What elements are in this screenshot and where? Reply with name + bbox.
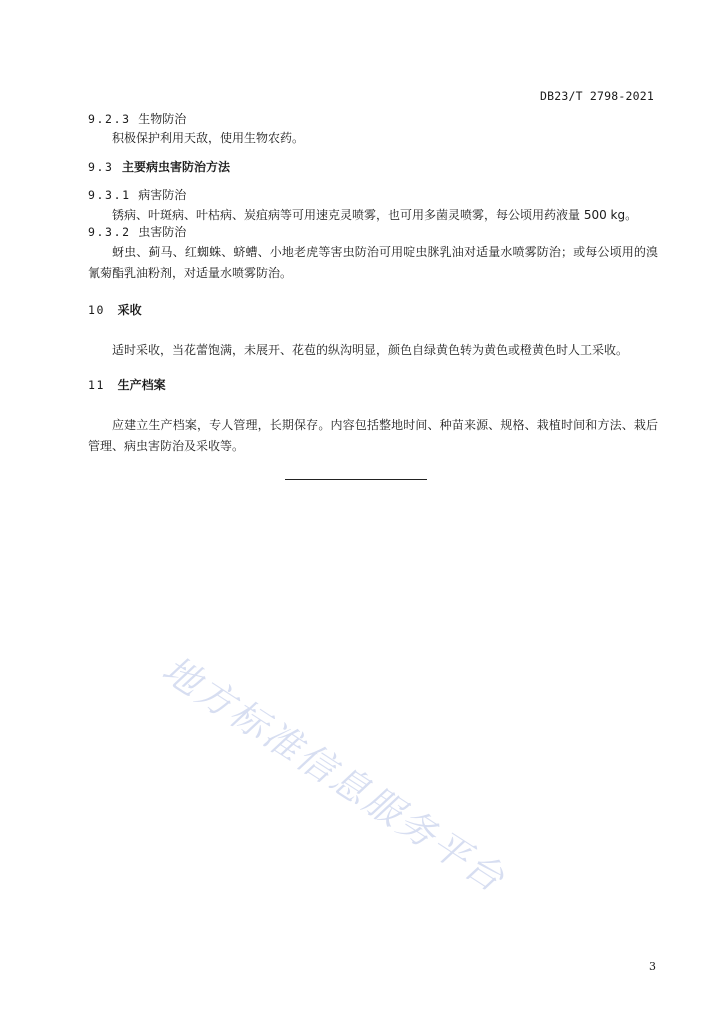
heading-11 <box>88 377 166 393</box>
section-number: 9.3.1 <box>88 188 131 202</box>
section-title: 病害防治 <box>138 188 187 202</box>
section-title: 主要病虫害防治方法 <box>121 160 230 174</box>
heading-9-3-2 <box>88 224 186 240</box>
page-number: 3 <box>649 960 656 973</box>
watermark-text: 地方标准信息服务平台 <box>154 647 514 902</box>
heading-9-3-1 <box>88 187 186 203</box>
paragraph-9-3-1: 锈病、叶斑病、叶枯病、炭疽病等可用速克灵喷雾，也可用多菌灵喷雾，每公顷用药液量 500 kg。 <box>112 208 638 222</box>
paragraph-10: 适时采收，当花蕾饱满，未展开、花苞的纵沟明显，颜色自绿黄色转为黄色或橙黄色时人工采收。 <box>112 343 629 357</box>
paragraph-9-2-3: 积极保护利用天敌，使用生物农药。 <box>112 131 305 145</box>
section-title: 生物防治 <box>138 112 187 126</box>
paragraph-9-3-2: 蚜虫、蓟马、红蜘蛛、蛴螬、小地老虎等害虫防治可用啶虫脒乳油对适量水喷雾防治；或每公顷用的溴氰菊酯乳油粉剂，对适量水喷雾防治。 <box>88 245 658 280</box>
heading-9-3 <box>88 159 230 175</box>
section-number: 10 <box>88 303 106 317</box>
section-number: 11 <box>88 378 106 392</box>
end-of-document-rule <box>285 479 427 480</box>
document-code: DB23/T 2798-2021 <box>540 89 654 103</box>
heading-10 <box>88 302 142 318</box>
section-number: 9.3.2 <box>88 225 131 239</box>
section-title: 虫害防治 <box>138 225 187 239</box>
paragraph-11: 应建立生产档案，专人管理，长期保存。内容包括整地时间、种苗来源、规格、栽植时间和方法、栽后管理、病虫害防治及采收等。 <box>88 418 658 453</box>
section-title: 生产档案 <box>117 378 166 392</box>
heading-9-2-3 <box>88 111 186 127</box>
section-number: 9.3 <box>88 160 114 174</box>
section-title: 采收 <box>117 303 142 317</box>
section-number: 9.2.3 <box>88 112 131 126</box>
